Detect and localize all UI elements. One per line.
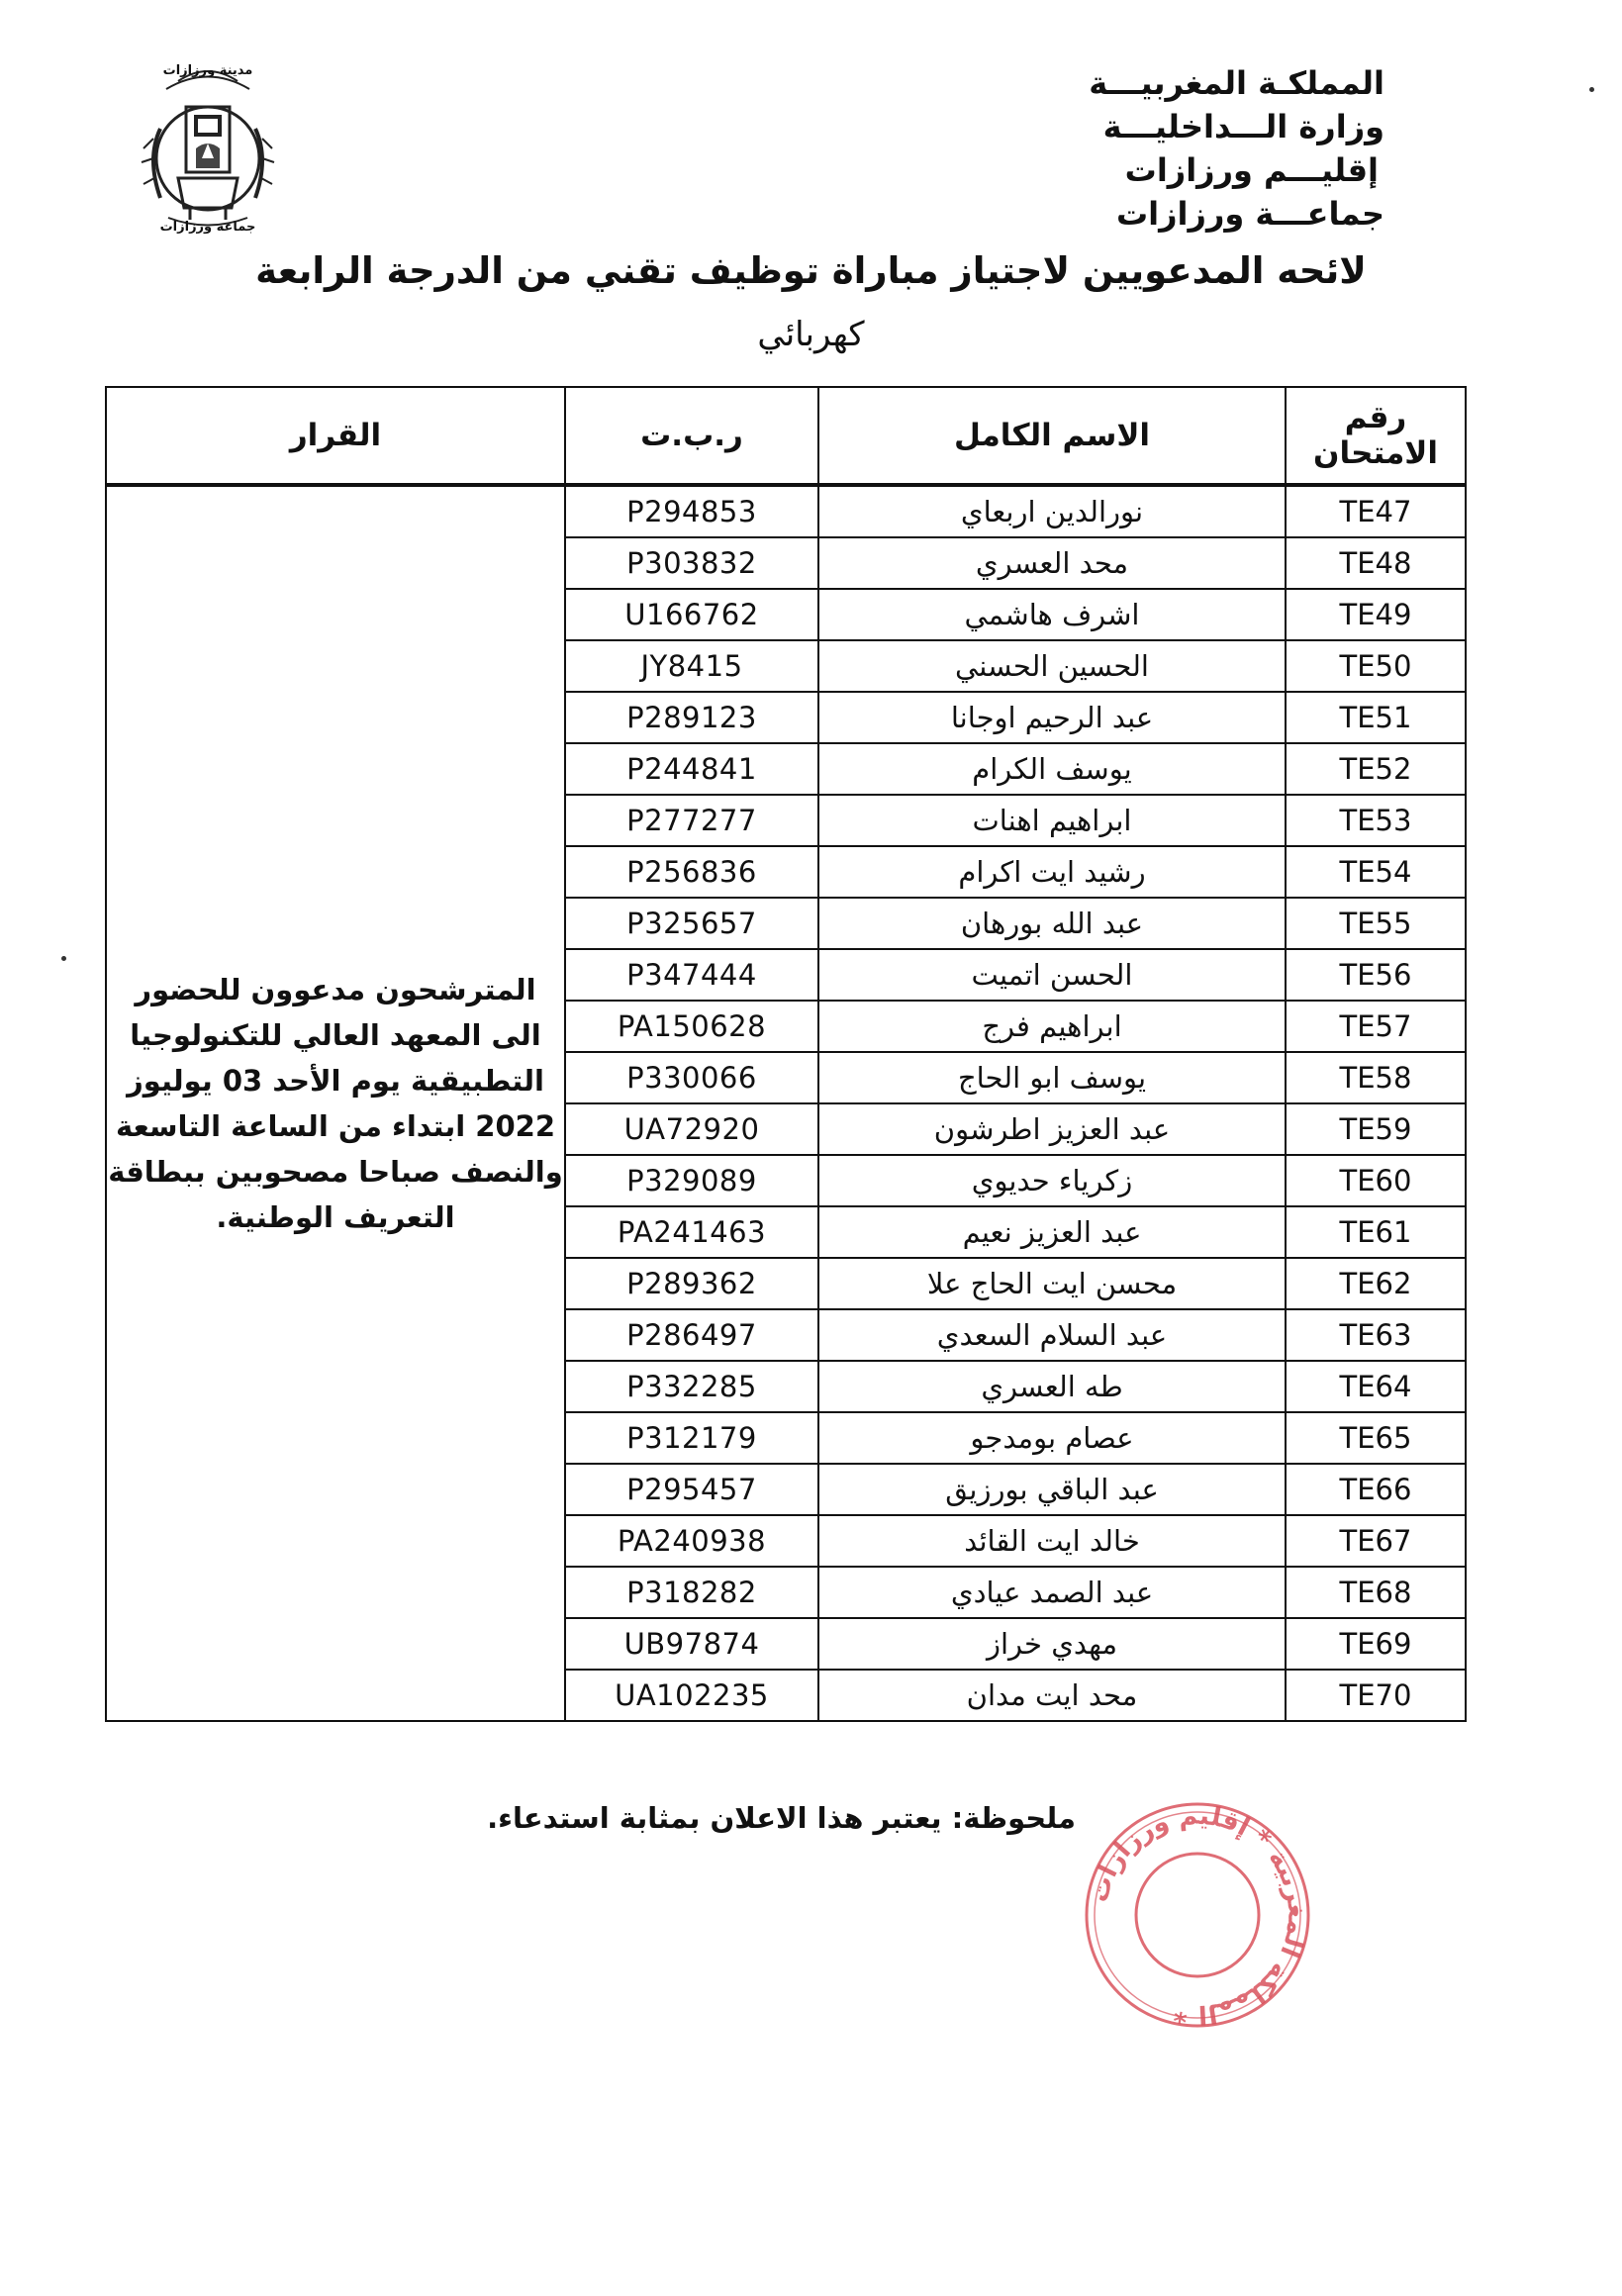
document-title: لائحه المدعويين لاجتياز مباراة توظيف تقني من الدرجة الرابعة bbox=[255, 249, 1367, 292]
full-name-cell: يوسف الكرام bbox=[818, 743, 1286, 795]
id-number-cell: P294853 bbox=[565, 485, 818, 537]
institution-header bbox=[929, 61, 1384, 236]
full-name-cell: نورالدين اربعاي bbox=[818, 485, 1286, 537]
exam-number-cell: TE52 bbox=[1286, 743, 1466, 795]
id-number-cell: P244841 bbox=[565, 743, 818, 795]
full-name-cell: عبد الله بورهان bbox=[818, 898, 1286, 949]
header-line-ministry: وزارة الـــداخليـــة bbox=[1102, 108, 1384, 145]
full-name-cell: عبد العزيز اطرشون bbox=[818, 1103, 1286, 1155]
note-text: ملحوظة: يعتبر هذا الاعلان بمثابة استدعاء. bbox=[487, 1801, 1076, 1835]
exam-number-cell: TE47 bbox=[1286, 485, 1466, 537]
exam-number-cell: TE61 bbox=[1286, 1206, 1466, 1258]
full-name-cell: طه العسري bbox=[818, 1361, 1286, 1412]
id-number-cell: P312179 bbox=[565, 1412, 818, 1464]
full-name-cell: محسن ايت الحاج علا bbox=[818, 1258, 1286, 1309]
exam-number-cell: TE66 bbox=[1286, 1464, 1466, 1515]
exam-number-cell: TE51 bbox=[1286, 692, 1466, 743]
exam-number-cell: TE49 bbox=[1286, 589, 1466, 640]
exam-number-cell: TE68 bbox=[1286, 1567, 1466, 1618]
id-number-cell: P256836 bbox=[565, 846, 818, 898]
id-number-cell: P303832 bbox=[565, 537, 818, 589]
id-number-cell: JY8415 bbox=[565, 640, 818, 692]
full-name-cell: خالد ايت القائد bbox=[818, 1515, 1286, 1567]
emblem-top-text: مدينة ورزازات bbox=[162, 63, 253, 78]
header-line-commune: جماعـــة ورزازات bbox=[1116, 195, 1384, 233]
header-id-number: ر.ب.ت bbox=[565, 387, 818, 485]
full-name-cell: اشرف هاشمي bbox=[818, 589, 1286, 640]
exam-number-cell: TE67 bbox=[1286, 1515, 1466, 1567]
document-subtitle: كهربائي bbox=[757, 315, 865, 354]
exam-number-cell: TE69 bbox=[1286, 1618, 1466, 1670]
full-name-cell: عبد العزيز نعيم bbox=[818, 1206, 1286, 1258]
emblem-bottom-text: جماعة ورزازات bbox=[159, 220, 256, 235]
exam-number-cell: TE60 bbox=[1286, 1155, 1466, 1206]
exam-number-cell: TE65 bbox=[1286, 1412, 1466, 1464]
table-header-row bbox=[106, 387, 1466, 485]
candidates-table bbox=[105, 386, 1467, 1722]
id-number-cell: P289362 bbox=[565, 1258, 818, 1309]
scan-speck bbox=[1589, 87, 1594, 92]
full-name-cell: عبد الصمد عيادي bbox=[818, 1567, 1286, 1618]
table-row bbox=[106, 485, 1466, 537]
id-number-cell: P286497 bbox=[565, 1309, 818, 1361]
stamp-text: المملكة المغربية * إقليم ورزازات * bbox=[1084, 1800, 1312, 2030]
id-number-cell: UB97874 bbox=[565, 1618, 818, 1670]
header-line-kingdom: المملكـة المغربيـــة bbox=[1089, 64, 1384, 102]
exam-number-cell: TE57 bbox=[1286, 1001, 1466, 1052]
scan-speck bbox=[61, 956, 66, 961]
id-number-cell: P325657 bbox=[565, 898, 818, 949]
table-body bbox=[106, 485, 1466, 1721]
id-number-cell: U166762 bbox=[565, 589, 818, 640]
header-line-province: إقليـــم ورزازات bbox=[1124, 151, 1379, 189]
full-name-cell: مهدي خراز bbox=[818, 1618, 1286, 1670]
id-number-cell: P295457 bbox=[565, 1464, 818, 1515]
full-name-cell: الحسن اتميت bbox=[818, 949, 1286, 1001]
id-number-cell: P330066 bbox=[565, 1052, 818, 1103]
decision-cell: المترشحون مدعوون للحضور الى المعهد العالي للتكنولوجيا التطبيقية يوم الأحد 03 يوليوز 2022 ابتداء من الساعة التاسعة والنصف صباحا مصحوبين ببطاقة التعريف الوطنية. bbox=[106, 485, 565, 1721]
exam-number-cell: TE64 bbox=[1286, 1361, 1466, 1412]
exam-number-cell: TE58 bbox=[1286, 1052, 1466, 1103]
full-name-cell: عبد السلام السعدي bbox=[818, 1309, 1286, 1361]
exam-number-cell: TE56 bbox=[1286, 949, 1466, 1001]
full-name-cell: ابراهيم فرج bbox=[818, 1001, 1286, 1052]
id-number-cell: PA241463 bbox=[565, 1206, 818, 1258]
id-number-cell: UA72920 bbox=[565, 1103, 818, 1155]
full-name-cell: رشيد ايت اكرام bbox=[818, 846, 1286, 898]
full-name-cell: يوسف ابو الحاج bbox=[818, 1052, 1286, 1103]
id-number-cell: UA102235 bbox=[565, 1670, 818, 1721]
full-name-cell: عبد الباقي بورزيق bbox=[818, 1464, 1286, 1515]
header-decision: القرار bbox=[106, 387, 565, 485]
header-exam-number: رقم الامتحان bbox=[1286, 387, 1466, 485]
full-name-cell: ابراهيم اهنات bbox=[818, 795, 1286, 846]
exam-number-cell: TE70 bbox=[1286, 1670, 1466, 1721]
full-name-cell: زكرياء حديوي bbox=[818, 1155, 1286, 1206]
id-number-cell: PA150628 bbox=[565, 1001, 818, 1052]
full-name-cell: عصام بومدجو bbox=[818, 1412, 1286, 1464]
id-number-cell: P289123 bbox=[565, 692, 818, 743]
full-name-cell: عبد الرحيم اوجانا bbox=[818, 692, 1286, 743]
id-number-cell: P329089 bbox=[565, 1155, 818, 1206]
official-stamp-icon bbox=[1079, 1796, 1316, 2034]
exam-number-cell: TE54 bbox=[1286, 846, 1466, 898]
exam-number-cell: TE48 bbox=[1286, 537, 1466, 589]
id-number-cell: P277277 bbox=[565, 795, 818, 846]
full-name-cell: محد ايت مدان bbox=[818, 1670, 1286, 1721]
exam-number-cell: TE62 bbox=[1286, 1258, 1466, 1309]
id-number-cell: P332285 bbox=[565, 1361, 818, 1412]
exam-number-cell: TE50 bbox=[1286, 640, 1466, 692]
full-name-cell: محد العسري bbox=[818, 537, 1286, 589]
id-number-cell: PA240938 bbox=[565, 1515, 818, 1567]
exam-number-cell: TE53 bbox=[1286, 795, 1466, 846]
id-number-cell: P347444 bbox=[565, 949, 818, 1001]
exam-number-cell: TE63 bbox=[1286, 1309, 1466, 1361]
exam-number-cell: TE55 bbox=[1286, 898, 1466, 949]
full-name-cell: الحسين الحسني bbox=[818, 640, 1286, 692]
exam-number-cell: TE59 bbox=[1286, 1103, 1466, 1155]
header-full-name: الاسم الكامل bbox=[818, 387, 1286, 485]
id-number-cell: P318282 bbox=[565, 1567, 818, 1618]
